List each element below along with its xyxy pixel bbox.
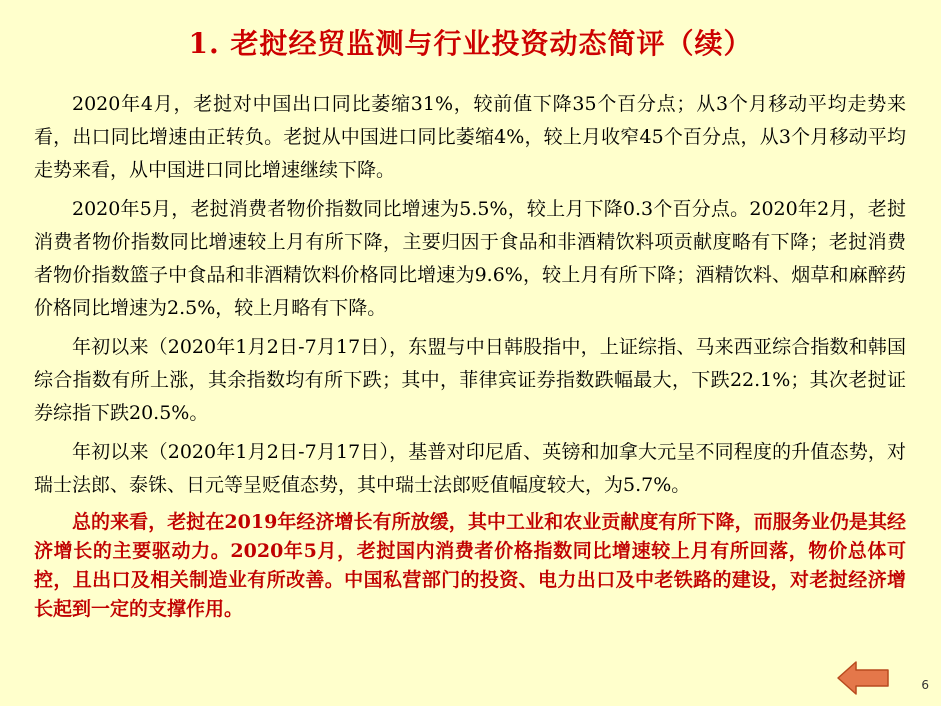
paragraph-trade: 2020年4月，老挝对中国出口同比萎缩31%，较前值下降35个百分点；从3个月移动平均走势来看，出口同比增速由正转负。老挝从中国进口同比萎缩4%，较上月收窄45个百分点，从3个月移动平均走势来看，从中国进口同比增速继续下降。: [34, 93, 906, 181]
paragraph-cpi: 2020年5月，老挝消费者物价指数同比增速为5.5%，较上月下降0.3个百分点。2020年2月，老挝消费者物价指数同比增速较上月有所下降，主要归因于食品和非酒精饮料项贡献度略有下降；老挝消费者物价指数篮子中食品和非酒精饮料价格同比增速为9.6%，较上月有所下降；酒精饮料、烟草和麻醉药价格同比增速为2.5%，较上月略有下降。: [34, 198, 906, 319]
paragraph-summary: 总的来看，老挝在2019年经济增长有所放缓，其中工业和农业贡献度有所下降，而服务业仍是其经济增长的主要驱动力。2020年5月，老挝国内消费者价格指数同比增速较上月有所回落，物价总体可控，且出口及相关制造业有所改善。中国私营部门的投资、电力出口及中老铁路的建设，对老挝经济增长起到一定的支撑作用。: [34, 511, 906, 620]
slide-body: [34, 88, 906, 630]
slide-title: 1. 老挝经贸监测与行业投资动态简评（续）: [188, 27, 753, 60]
back-button[interactable]: [836, 660, 890, 696]
paragraph-exchange-rate: 年初以来（2020年1月2日-7月17日），基普对印尼盾、英镑和加拿大元呈不同程度的升值态势，对瑞士法郎、泰铢、日元等呈贬值态势，其中瑞士法郎贬值幅度较大，为5.7%。: [34, 441, 906, 496]
page-number: 6: [921, 678, 929, 692]
paragraph-stock-index: 年初以来（2020年1月2日-7月17日），东盟与中日韩股指中，上证综指、马来西亚综合指数和韩国综合指数有所上涨，其余指数均有所下跌；其中，菲律宾证券指数跌幅最大，下跌22.1%；其次老挝证券综指下跌20.5%。: [34, 336, 906, 424]
left-arrow-icon: [836, 660, 890, 696]
